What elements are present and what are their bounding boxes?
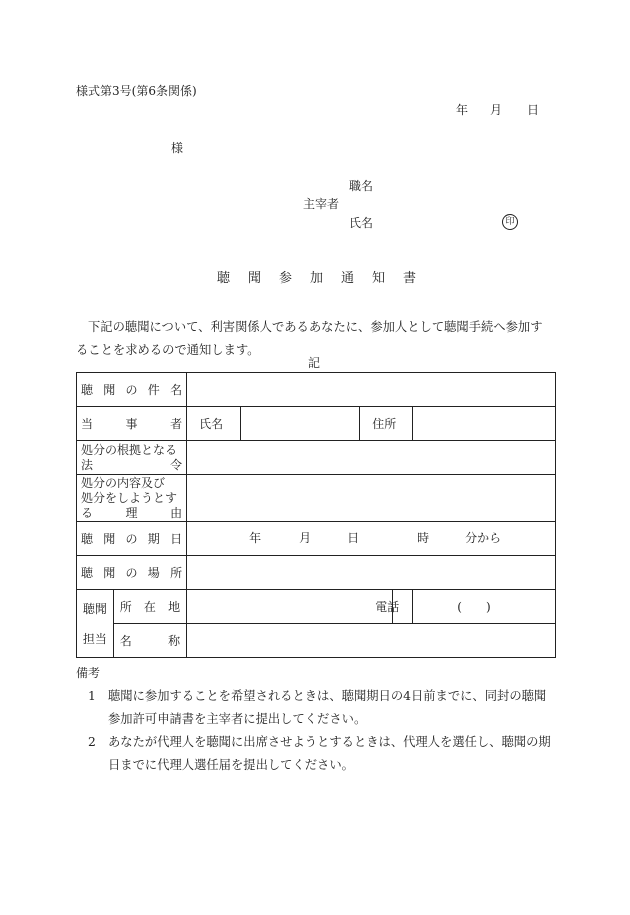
note-text: あなたが代理人を聴聞に出席させようとするときは、代理人を選任し、聴聞の期日までに代理人選任届を提出してください。 [108, 735, 551, 772]
document-title: 聴聞参加通知書 [217, 271, 435, 286]
job-title-label: 職名 [349, 179, 374, 193]
date-line [456, 104, 539, 116]
case-name-field[interactable] [187, 373, 556, 407]
table-row [77, 624, 556, 658]
note-item [88, 731, 558, 777]
date-year: 年 [456, 103, 469, 117]
notes-title: 備考 [76, 666, 101, 680]
table-row [77, 522, 556, 556]
phone-field[interactable] [375, 590, 556, 624]
reason-label: 処分の内容及び 処分をしようとす る 理 由 [77, 475, 187, 522]
table-row [77, 556, 556, 590]
date-month: 月 [490, 103, 503, 117]
table-row [77, 441, 556, 475]
table-row [77, 407, 556, 441]
name-label: 氏名 [349, 216, 374, 230]
note-text: 聴聞に参加することを希望されるときは、聴聞期日の4日前までに、同封の聴聞参加許可申請書を主宰者に提出してください。 [108, 689, 547, 726]
hearing-place-label: 聴 聞 の 場 所 [77, 556, 187, 590]
addressee-suffix: 様 [171, 141, 184, 155]
hearing-place-field[interactable] [187, 556, 556, 590]
seal-icon: 印 [502, 214, 518, 230]
hearing-date-field[interactable]: 年 月 日 時 分から [187, 522, 556, 556]
notice-table [76, 372, 556, 658]
table-row [77, 373, 556, 407]
date-day: 日 [527, 103, 540, 117]
party-name-field[interactable] [241, 407, 360, 441]
party-address-field[interactable] [413, 407, 556, 441]
phone-label-text: 電話 [375, 600, 400, 614]
ki-label: 記 [308, 356, 321, 370]
table-row [77, 590, 556, 624]
location-field[interactable] [187, 590, 393, 624]
party-label: 当 事 者 [77, 407, 187, 441]
party-name-label: 氏名 [187, 407, 241, 441]
note-number: 1 [88, 689, 96, 703]
table-row [77, 475, 556, 522]
party-address-label: 住所 [360, 407, 413, 441]
phone-value: ( ) [457, 600, 491, 614]
note-item [88, 685, 558, 731]
organizer-label: 主宰者 [303, 197, 340, 211]
contact-name-label: 名 称 [113, 624, 186, 658]
reason-field[interactable] [187, 475, 556, 522]
contact-label: 聴聞 担当 [77, 590, 114, 658]
contact-name-field[interactable] [187, 624, 556, 658]
form-number: 様式第3号(第6条関係) [76, 84, 197, 98]
case-name-label: 聴 聞 の 件 名 [77, 373, 187, 407]
legal-basis-label: 処分の根拠となる 法 令 [77, 441, 187, 475]
intro-text: 下記の聴聞について、利害関係人であるあなたに、参加人として聴聞手続へ参加することを求めるので通知します。 [76, 320, 543, 357]
location-label: 所 在 地 [113, 590, 186, 624]
legal-basis-field[interactable] [187, 441, 556, 475]
note-number: 2 [88, 735, 96, 749]
hearing-date-label: 聴 聞 の 期 日 [77, 522, 187, 556]
